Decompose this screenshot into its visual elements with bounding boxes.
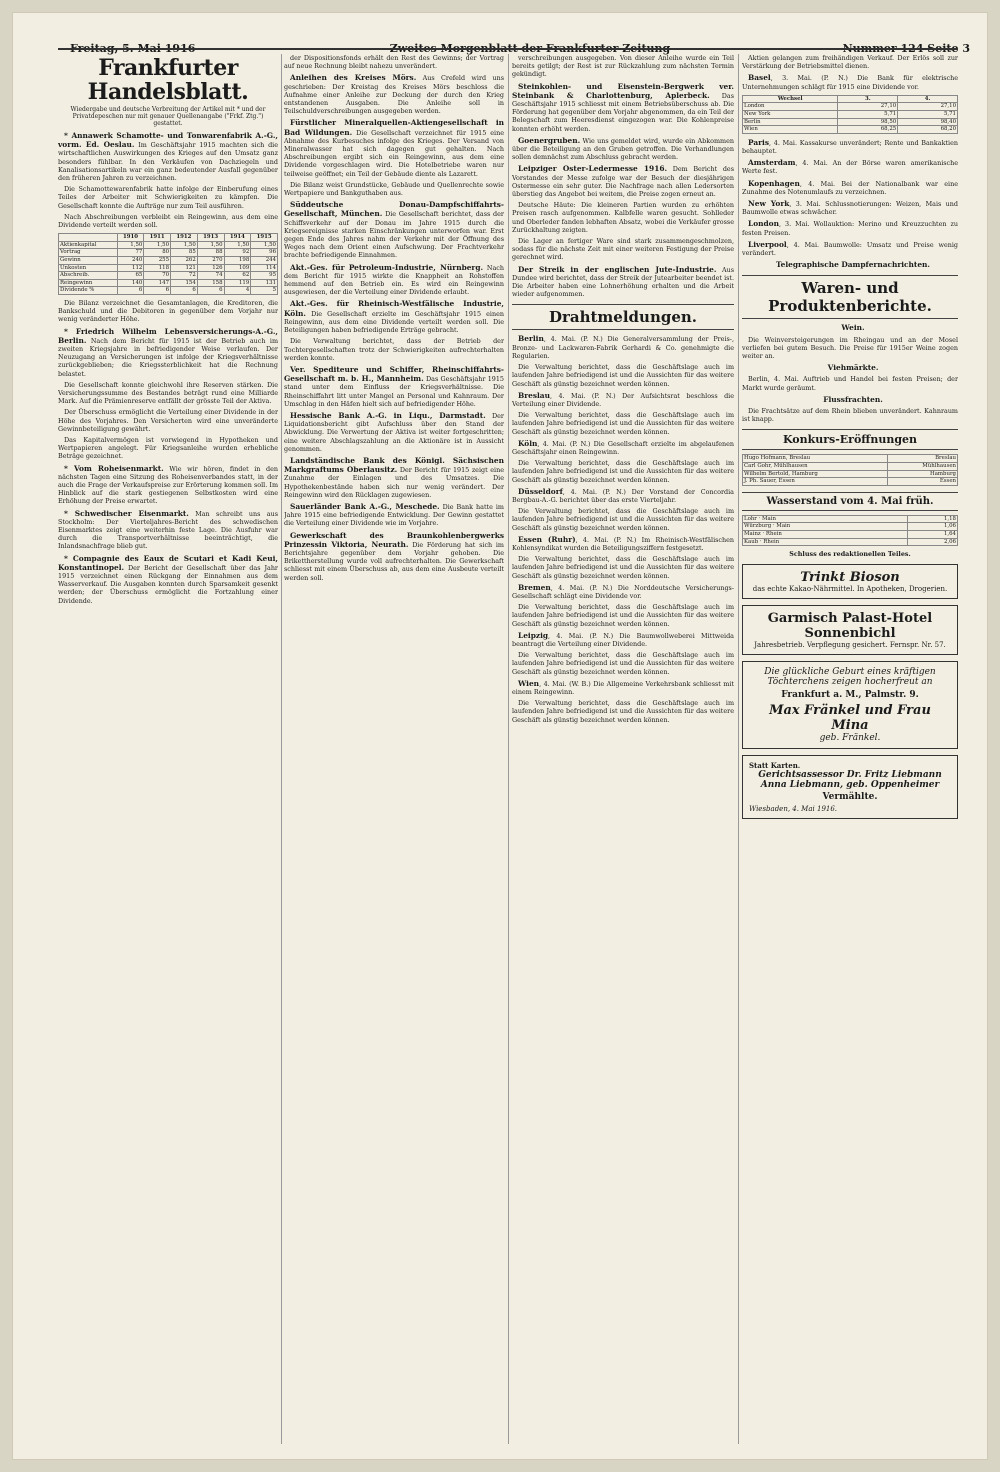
announcement-line: Vermählte. <box>822 792 878 803</box>
article-heading: * Schwedischer Eisenmarkt. <box>64 508 189 518</box>
bankruptcy-table: Hugo Hofmann, Breslau Breslau Carl Gohr, Mühlhausen Mühlhausen Wilhelm Bertold, Hamburg Hamburg J. Ph. Sauer, Essen Essen <box>744 455 956 485</box>
table-cell: 262 <box>171 257 198 265</box>
market-heading: Paris <box>748 137 770 147</box>
table-cell: 244 <box>251 257 278 265</box>
article: der Dispositionsfonds erhält den Rest des Gewinns; der Vortrag auf neue Rechnung bleibt nahezu unverändert. Anleihen des Kreises Mörs. Aus Crefeld wird uns geschrieben: Der Kreistag des Kreises Mörs beschloss die Aufnahme einer Anleihe zur Deckung der durch den Krieg entstandenen Ausgaben. Die Anleihe soll in Teilschuldverschreibungen ausgegeben werden. Fürstlicher Mineralquellen-Aktiengesellschaft in Bad Wildungen. Die Gesellschaft verzeichnet für 1915 eine Abnahme des Kurbesuches infolge des Krieges. Der Versand von Mineralwasser hat sich dagegen gut gehalten. Nach Abschreibungen ergibt sich ein Reingewinn, aus dem eine Dividende vorgeschlagen wird. Die Hotelbetriebe waren nur teilweise geöffnet; ein Teil der Gebäude diente als Lazarett. Die Bilanz weist Grundstücke, Gebäude und Quellenrechte sowie Wertpapiere und Bankguthaben aus. Süddeutsche Donau-Dampfschiffahrts-Gesellschaft, München. Die Gesellschaft berichtet, dass der Schiffsverkehr auf der Donau im Jahre 1915 durch die Kriegsereignisse starken Einschränkungen unterworfen war. Erst gegen Ende des Jahres nahm der Verkehr mit der Öffnung des Weges nach dem Orient einen Aufschwung. Der Frachtverkehr brachte befriedigende Einnahmen. Akt.-Ges. für Petroleum-Industrie, Nürnberg. Nach dem Bericht für 1915 wirkte die Knappheit an Rohstoffen hemmend auf den Betrieb ein. Es wird ein Reingewinn ausgewiesen, der die Verteilung einer Dividende erlaubt. Akt.-Ges. für Rheinisch-Westfälische Industrie, Köln. Die Gesellschaft erzielte im Geschäftsjahr 1915 einen Reingewinn, aus dem eine Dividende verteilt werden soll. Die Beteiligungen haben befriedigende Erträge gebracht. Die Verwaltung berichtet, dass der Betrieb der Tochtergesellschaften trotz der Schwierigkeiten aufrechterhalten werden konnte. Ver. Spediteure und Schiffer, Rheinschiffahrts-Gesellschaft m. b. H., Mannheim. Das Geschäftsjahr 1915 stand unter dem Einfluss der Kriegsverhältnisse. Die Rheinschiffahrt litt unter Mangel an Personal und Kahnraum. Der Umschlag in den Häfen hielt sich auf befriedigender Höhe. Hessische Bank A.-G. in Liqu., Darmstadt. Der Liquidationsbericht gibt Aufschluss über den Stand der Abwicklung. Die Verwertung der Aktiva ist weiter fortgeschritten; eine weitere Abschlagszahlung an die Aktionäre ist in Aussicht genommen. Landständische Bank des Königl. Sächsischen Markgraftums Oberlausitz. Der Bericht für 1915 zeigt eine Zunahme der Einlagen und des Umsatzes. Die Hypothekenbestände haben sich nur wenig verändert. Der Reingewinn wird den Rücklagen zugewiesen. Sauerländer Bank A.-G., Meschede. Die Bank hatte im Jahre 1915 eine befriedigende Entwicklung. Der Gewinn gestattet die Verteilung einer Dividende wie im Vorjahre. Gewerkschaft des Braunkohlenbergwerks Prinzessin Viktoria, Neurath. Die Förderung hat sich im Berichtsjahre gegenüber dem Vorjahr gehoben. Die Brikettherstellung wurde voll aufrechterhalten. Die Gewerkschaft schliesst mit einem Überschuss ab, aus dem eine Ausbeute verteilt werden soll. <box>284 54 504 582</box>
table-cell: 96 <box>251 249 278 257</box>
column-3 <box>512 54 734 1444</box>
news-item: Bremen, 4. Mai. (P. N.) Die Norddeutsche Versicherungs-Gesellschaft schlägt eine Dividende vor. <box>512 582 734 600</box>
news-item-place: Essen (Ruhr) <box>518 534 576 544</box>
table-cell: 112 <box>117 264 144 272</box>
financial-table <box>58 233 278 295</box>
article-heading: Leipziger Oster-Ledermesse 1916. <box>518 164 668 174</box>
wedding-announcement <box>742 755 958 819</box>
article-heading: * Vom Roheisenmarkt. <box>64 463 164 473</box>
announcement-line: Anna Liebmann, geb. Oppenheimer <box>760 780 940 791</box>
table-cell: 1,50 <box>251 241 278 249</box>
ad-text: Jahresbetrieb. Verpflegung gesichert. Fernspr. Nr. 57. <box>754 641 946 650</box>
table-header: 1910 <box>117 234 144 242</box>
news-item-text: 4. Mai. (P. N.) Die Gesellschaft erzielte im abgelaufenen Geschäftsjahr einen Reingewinn. <box>512 439 734 456</box>
section-title: Wasserstand vom 4. Mai früh. <box>742 492 958 511</box>
column-2 <box>284 54 504 1444</box>
column-divider <box>738 54 739 1444</box>
column-divider <box>281 54 282 1444</box>
article-heading: Fürstlicher Mineralquellen-Aktiengesellschaft in Bad Wildungen. <box>284 118 504 137</box>
table-cell: Dividende % <box>59 287 118 295</box>
table-cell: 6 <box>144 287 171 295</box>
table-cell: 4 <box>224 287 251 295</box>
news-item-filler: Die Verwaltung berichtet, dass die Geschäftslage auch im laufenden Jahre befriedigend ist und die Aussichten für das weitere Geschäft als günstig bezeichnet werden können. <box>512 555 734 580</box>
table-row <box>59 241 278 249</box>
announcement-nee: geb. Fränkel. <box>819 733 881 744</box>
table-cell: 1,50 <box>197 241 224 249</box>
news-item-place: Düsseldorf <box>518 486 563 496</box>
header-page-number: Nummer 124 Seite 3 <box>842 42 970 55</box>
table-cell: 77 <box>117 249 144 257</box>
news-item-place: Köln <box>518 438 538 448</box>
table-row <box>59 279 278 287</box>
announcement-place: Frankfurt a. M., Palmstr. 9. <box>781 690 919 701</box>
advertisement-bioson <box>742 564 958 599</box>
news-item-filler: Die Verwaltung berichtet, dass die Geschäftslage auch im laufenden Jahre befriedigend ist und die Aussichten für das weitere Geschäft als günstig bezeichnet werden können. <box>512 363 734 388</box>
table-row <box>59 249 278 257</box>
news-item: Wien, 4. Mai. (W. B.) Die Allgemeine Verkehrsbank schliesst mit einem Reingewinn. <box>512 678 734 696</box>
news-item-text: 4. Mai. (P. N.) Der Aufsichtsrat beschloss die Verteilung einer Dividende. <box>512 391 734 408</box>
table-cell: 1,50 <box>117 241 144 249</box>
table-header: 1911 <box>144 234 171 242</box>
table-cell: 65 <box>117 272 144 280</box>
table-cell: 88 <box>197 249 224 257</box>
ad-headline: Trinkt Bioson <box>800 570 900 586</box>
market-heading: London <box>748 219 779 229</box>
table-header: 1912 <box>171 234 198 242</box>
table-cell: 70 <box>144 272 171 280</box>
article-heading: * Compagnie des Eaux de Scutari et Kadi Keui, Konstantinopel. <box>58 553 278 572</box>
market-heading: Amsterdam <box>748 158 796 168</box>
table-header <box>59 234 118 242</box>
table-cell: 74 <box>197 272 224 280</box>
table-header: 1913 <box>197 234 224 242</box>
news-item-place: Berlin <box>518 334 544 344</box>
advertisement-hotel <box>742 605 958 655</box>
header-paper-title: Zweites Morgenblatt der Frankfurter Zeitung <box>389 42 671 55</box>
table-cell: 140 <box>117 279 144 287</box>
article: * Annawerk Schamotte- und Tonwarenfabrik A.-G., vorm. Ed. Oeslau. Im Geschäftsjahr 1915 machten sich die wirtschaftlichen Auswirkungen des Krieges auf den Umsatz ganz besonders fühlbar. In den Verkäufen von Dachziegeln und Kanalisationsartikeln war ein ganz bedeutender Ausfall gegenüber den früheren Jahren zu verzeichnen. Die Schamottewarenfabrik hatte infolge der Einberufung eines Teiles der Arbeiter mit Schwierigkeiten zu kämpfen. Die Gesellschaft konnte die Aufträge nur zum Teil ausführen. Nach Abschreibungen verbleibt ein Reingewinn, aus dem eine Dividende verteilt werden soll. <box>58 131 278 230</box>
article-heading: Der Streik in der englischen Jute-Industrie. <box>518 264 717 274</box>
table-cell: Reingewinn <box>59 279 118 287</box>
commodity-heading: Flussfrachten. <box>823 394 883 404</box>
market-heading: Telegraphische Dampfernachrichten. <box>775 260 930 270</box>
news-item-filler: Die Verwaltung berichtet, dass die Geschäftslage auch im laufenden Jahre befriedigend ist und die Aussichten für das weitere Geschäft als günstig bezeichnet werden können. <box>512 459 734 484</box>
article: Die Bilanz verzeichnet die Gesamtanlagen, die Kreditoren, die Bankschuld und die Debitoren in gegenüber dem Vorjahr nur wenig veränderter Höhe. * Friedrich Wilhelm Lebensversicherungs-A.-G., Berlin. Nach dem Bericht für 1915 ist der Betrieb auch im zweiten Kriegsjahre in befriedigender Weise verlaufen. Der Neuzugang an Versicherungen ist infolge der Kriegsverhältnisse zurückgeblieben; die Kriegssterblichkeit hat die Rechnung belastet. Die Gesellschaft konnte gleichwohl ihre Reserven stärken. Die Versicherungssumme des Bestandes beträgt rund eine Milliarde Mark. Auf die Prämienreserve entfällt der grösste Teil der Aktiva. Der Überschuss ermöglicht die Verteilung einer Dividende in der Höhe des Vorjahres. Den Versicherten wird eine unveränderte Gewinnbeteiligung gewährt. Das Kapitalvermögen ist vorwiegend in Hypotheken und Wertpapieren angelegt. Für Kriegsanleihe wurden erhebliche Beträge gezeichnet. * Vom Roheisenmarkt. Wie wir hören, findet in den nächsten Tagen eine Sitzung des Roheisenverbandes statt, in der auch die Frage der Verkaufspreise zur Erörterung kommen soll. Im Hinblick auf die stark gestiegenen Selbstkosten wird eine Erhöhung der Preise erwartet. * Schwedischer Eisenmarkt. Man schreibt uns aus Stockholm: Der Vierteljahres-Bericht des schwedischen Eisenmarktes zeigt eine weiterhin feste Lage. Die Ausfuhr war durch die Transportverhältnisse beeinträchtigt, die Inlandsnachfrage blieb gut. * Compagnie des Eaux de Scutari et Kadi Keui, Konstantinopel. Der Bericht der Gesellschaft über das Jahr 1915 verzeichnet einen Rückgang der Einnahmen aus dem Wasserverkauf. Die Ausgaben konnten durch Sparsamkeit gesenkt werden; der Überschuss ermöglicht die Fortzahlung einer Dividende. <box>58 298 278 605</box>
market-heading: Basel <box>748 73 771 83</box>
table-cell: 255 <box>144 257 171 265</box>
table-cell: Abschreib. <box>59 272 118 280</box>
table-cell: 80 <box>144 249 171 257</box>
article-heading: Goenergruben. <box>518 135 581 145</box>
section-title: Drahtmeldungen. <box>512 304 734 330</box>
table-cell: 270 <box>197 257 224 265</box>
section-title: Waren- und Produktenberichte. <box>742 275 958 319</box>
masthead-subline: Wiedergabe und deutsche Verbreitung der Artikel mit * und der Privatdepeschen nur mit genauer Quellenangabe ("Frkf. Ztg.") gestattet. <box>70 106 266 127</box>
table-cell: 5 <box>251 287 278 295</box>
news-item: Köln, 4. Mai. (P. N.) Die Gesellschaft erzielte im abgelaufenen Geschäftsjahr einen Reingewinn. <box>512 438 734 456</box>
news-item-text: 4. Mai. (P. N.) Die Norddeutsche Versicherungs-Gesellschaft schlägt eine Dividende vor. <box>512 583 734 600</box>
news-item: Essen (Ruhr), 4. Mai. (P. N.) Im Rheinisch-Westfälischen Kohlensyndikat wurden die Beteiligungsziffern festgesetzt. <box>512 534 734 552</box>
news-item-place: Bremen <box>518 582 551 592</box>
table-cell: 6 <box>117 287 144 295</box>
news-item-text: 4. Mai. (P. N.) Der Vorstand der Concordia Bergbau-A.-G. berichtet über das erste Vierteljahr. <box>512 487 734 504</box>
table-cell: 1,50 <box>144 241 171 249</box>
exchange-table: Wechsel 3. 4. London 27,10 27,10 New York 5,71 5,71 Berlin 98,50 98,40 Wien 68,25 68,20 <box>744 95 956 133</box>
commodity-heading: Viehmärkte. <box>827 363 879 373</box>
news-item-place: Breslau <box>518 390 550 400</box>
table-cell: 1,50 <box>171 241 198 249</box>
water-level-table: Lohr · Main 1,18 Würzburg · Main 1,06 Mainz · Rhein 1,64 Kaub · Rhein 2,06 <box>744 515 956 545</box>
article-heading: Steinkohlen- und Eisenstein-Bergwerk ver. Steinbank & Charlottenburg, Aplerbeck. <box>512 81 734 100</box>
table-cell: 121 <box>171 264 198 272</box>
market-reports: Aktien gelangen zum freihändigen Verkauf. Der Erlös soll zur Verstärkung der Betriebsmittel dienen. Basel, 3. Mai. (P. N.) Die Bank für elektrische Unternehmungen schlägt für 1915 eine Dividende vor. Wechsel 3. 4. London 27,10 27,10 New York 5,71 5,71 Berlin 98,50 98,40 Wien 68,25 68,20 Paris, 4. Mai. Kassakurse unverändert; Rente und Bankaktien behauptet. Amsterdam, 4. Mai. An der Börse waren amerikanische Werte fest. Kopenhagen, 4. Mai. Bei der Nationalbank war eine Zunahme des Notenumlaufs zu verzeichnen. New York, 3. Mai. Schlussnotierungen: Weizen, Mais und Baumwolle etwas schwächer. London, 3. Mai. Wollauktion: Merino und Kreuzzuchten zu festen Preisen. Liverpool, 4. Mai. Baumwolle: Umsatz und Preise wenig verändert. Telegraphische Dampfernachrichten. <box>742 54 958 270</box>
article-heading: Gewerkschaft des Braunkohlenbergwerks Prinzessin Viktoria, Neurath. <box>284 530 504 549</box>
table-header: 1915 <box>251 234 278 242</box>
announcement-place: Wiesbaden, 4. Mai 1916. <box>749 805 838 814</box>
table-cell: 109 <box>224 264 251 272</box>
table-cell: 119 <box>224 279 251 287</box>
column-4 <box>742 54 958 1444</box>
table-cell: 72 <box>171 272 198 280</box>
table-cell: 126 <box>197 264 224 272</box>
table-cell: 198 <box>224 257 251 265</box>
column-1 <box>58 54 278 1444</box>
news-item: Leipzig, 4. Mai. (P. N.) Die Baumwollweberei Mittweida beantragt die Verteilung einer Dividende. <box>512 630 734 648</box>
table-cell: Vortrag <box>59 249 118 257</box>
news-item-filler: Die Verwaltung berichtet, dass die Geschäftslage auch im laufenden Jahre befriedigend ist und die Aussichten für das weitere Geschäft als günstig bezeichnet werden können. <box>512 699 734 724</box>
table-cell: 131 <box>251 279 278 287</box>
editorial-end-note: Schluss des redaktionellen Teiles. <box>789 550 911 559</box>
column-divider <box>508 54 509 1444</box>
news-item-filler: Die Verwaltung berichtet, dass die Geschäftslage auch im laufenden Jahre befriedigend ist und die Aussichten für das weitere Geschäft als günstig bezeichnet werden können. <box>512 603 734 628</box>
table-cell: 6 <box>197 287 224 295</box>
table-row <box>59 287 278 295</box>
table-cell: 158 <box>197 279 224 287</box>
announcement-text: Die glückliche Geburt eines kräftigen Töchterchens zeigen hocherfreut an <box>764 667 936 688</box>
market-heading: Liverpool <box>748 239 787 249</box>
announcement-names: Max Fränkel und Frau Mina <box>769 703 931 734</box>
table-cell: 62 <box>224 272 251 280</box>
article-heading: Hessische Bank A.-G. in Liqu., Darmstadt. <box>290 410 486 420</box>
table-header: 1914 <box>224 234 251 242</box>
ad-text: das echte Kakao-Nährmittel. In Apotheken, Drogerien. <box>752 585 948 594</box>
market-heading: New York <box>748 199 790 208</box>
header-rule <box>58 48 958 50</box>
announcement-line: Gerichtsassessor Dr. Fritz Liebmann <box>758 770 942 781</box>
table-cell: 114 <box>251 264 278 272</box>
section-title: Konkurs-Eröffnungen <box>742 429 958 450</box>
table-cell: Gewinn <box>59 257 118 265</box>
news-item: Breslau, 4. Mai. (P. N.) Der Aufsichtsrat beschloss die Verteilung einer Dividende. <box>512 390 734 408</box>
article-heading: Sauerländer Bank A.-G., Meschede. <box>290 501 440 511</box>
table-cell: 6 <box>171 287 198 295</box>
table-cell: 1,50 <box>224 241 251 249</box>
news-item-text: 4. Mai. (P. N.) Im Rheinisch-Westfälischen Kohlensyndikat wurden die Beteiligungsziffern festgesetzt. <box>512 535 734 552</box>
table-cell: 85 <box>171 249 198 257</box>
header-date: Freitag, 5. Mai 1916 <box>70 42 196 55</box>
article: verschreibungen ausgegeben. Von dieser Anleihe wurde ein Teil bereits getilgt; der Rest ist zur Rückzahlung zum nächsten Termin gekündigt. Steinkohlen- und Eisenstein-Bergwerk ver. Steinbank & Charlottenburg, Aplerbeck. Das Geschäftsjahr 1915 schliesst mit einem Betriebsüberschuss ab. Die Förderung hat gegenüber dem Vorjahr abgenommen, da ein Teil der Belegschaft zum Heeresdienst eingezogen war. Die Kohlenpreise konnten erhöht werden. Goenergruben. Wie uns gemeldet wird, wurde ein Abkommen über die Beteiligung an den Gruben getroffen. Die Verhandlungen sollen demnächst zum Abschluss gebracht werden. Leipziger Oster-Ledermesse 1916. Dem Bericht des Vorstandes der Messe zufolge war der Besuch der diesjährigen Ostermesse ein sehr guter. Die Nachfrage nach allen Ledersorten überstieg das Angebot bei weitem, die Preise zogen erneut an. Deutsche Häute: Die kleineren Partien wurden zu erhöhten Preisen rasch aufgenommen. Kalbfelle waren gesucht. Sohlleder und Oberleder fanden lebhaften Absatz, wobei die Verkäufer grosse Zurückhaltung zeigten. Die Lager an fertiger Ware sind stark zusammengeschmolzen, sodass für die nächste Zeit mit einer weiteren Festigung der Preise gerechnet wird. Der Streik in der englischen Jute-Industrie. Aus Dundee wird berichtet, dass der Streik der Jutearbeiter beendet ist. Die Arbeiter haben eine Lohnerhöhung erhalten und die Arbeit wieder aufgenommen. <box>512 54 734 299</box>
section-masthead: Frankfurter Handelsblatt. <box>87 55 249 105</box>
article-heading: Ver. Spediteure und Schiffer, Rheinschiffahrts-Gesellschaft m. b. H., Mannheim. <box>284 364 504 384</box>
news-item: Berlin, 4. Mai. (P. N.) Die Generalversammlung der Preis-, Bronze- und Lackwaren-Fabrik Gerhardi & Co. genehmigte die Regularien. <box>512 334 734 360</box>
news-item-list <box>512 334 734 723</box>
table-row <box>59 257 278 265</box>
news-item-filler: Die Verwaltung berichtet, dass die Geschäftslage auch im laufenden Jahre befriedigend ist und die Aussichten für das weitere Geschäft als günstig bezeichnet werden können. <box>512 651 734 676</box>
table-cell: 118 <box>144 264 171 272</box>
news-item-text: 4. Mai. (P. N.) Die Generalversammlung der Preis-, Bronze- und Lackwaren-Fabrik Gerhardi & Co. genehmigte die Regularien. <box>512 335 734 360</box>
table-cell: 95 <box>251 272 278 280</box>
article-heading: Akt.-Ges. für Petroleum-Industrie, Nürnberg. <box>290 262 484 272</box>
news-item-filler: Die Verwaltung berichtet, dass die Geschäftslage auch im laufenden Jahre befriedigend ist und die Aussichten für das weitere Geschäft als günstig bezeichnet werden können. <box>512 507 734 532</box>
article-heading: * Annawerk Schamotte- und Tonwarenfabrik A.-G., vorm. Ed. Oeslau. <box>58 131 278 150</box>
commodity-heading: Wein. <box>841 323 865 333</box>
news-item-filler: Die Verwaltung berichtet, dass die Geschäftslage auch im laufenden Jahre befriedigend ist und die Aussichten für das weitere Geschäft als günstig bezeichnet werden können. <box>512 411 734 436</box>
news-item-text: 4. Mai. (P. N.) Die Baumwollweberei Mittweida beantragt die Verteilung einer Dividende. <box>512 631 734 648</box>
commodity-reports: Wein. Die Weinversteigerungen im Rheingau und an der Mosel verliefen bei gutem Besuch. Die Preise für 1915er Weine zogen weiter an. Viehmärkte. Berlin, 4. Mai. Auftrieb und Handel bei festen Preisen; der Markt wurde geräumt. Flussfrachten. Die Frachtsätze auf dem Rhein blieben unverändert. Kahnraum ist knapp. <box>742 323 958 424</box>
ad-headline: Garmisch Palast-Hotel Sonnenbichl <box>767 611 933 642</box>
news-item-text: 4. Mai. (W. B.) Die Allgemeine Verkehrsbank schliesst mit einem Reingewinn. <box>512 679 734 696</box>
table-row <box>59 264 278 272</box>
news-item-place: Wien <box>518 678 540 688</box>
table-cell: Unkosten <box>59 264 118 272</box>
table-cell: 147 <box>144 279 171 287</box>
table-cell: 92 <box>224 249 251 257</box>
table-cell: Aktienkapital <box>59 241 118 249</box>
news-item: Düsseldorf, 4. Mai. (P. N.) Der Vorstand der Concordia Bergbau-A.-G. berichtet über das erste Vierteljahr. <box>512 486 734 504</box>
article-heading: Süddeutsche Donau-Dampfschiffahrts-Gesellschaft, München. <box>284 200 504 219</box>
market-heading: Kopenhagen <box>748 178 800 188</box>
table-cell: 240 <box>117 257 144 265</box>
article-heading: Landständische Bank des Königl. Sächsischen Markgraftums Oberlausitz. <box>284 455 504 475</box>
news-item-place: Leipzig <box>518 630 549 640</box>
article-heading: Anleihen des Kreises Mörs. <box>290 73 417 83</box>
article-heading: * Friedrich Wilhelm Lebensversicherungs-A.-G., Berlin. <box>58 326 278 345</box>
announcement-top: Statt Karten. <box>749 761 801 771</box>
table-cell: 154 <box>171 279 198 287</box>
birth-announcement <box>742 661 958 749</box>
article-heading: Akt.-Ges. für Rheinisch-Westfälische Industrie, Köln. <box>284 299 504 318</box>
table-row <box>59 272 278 280</box>
